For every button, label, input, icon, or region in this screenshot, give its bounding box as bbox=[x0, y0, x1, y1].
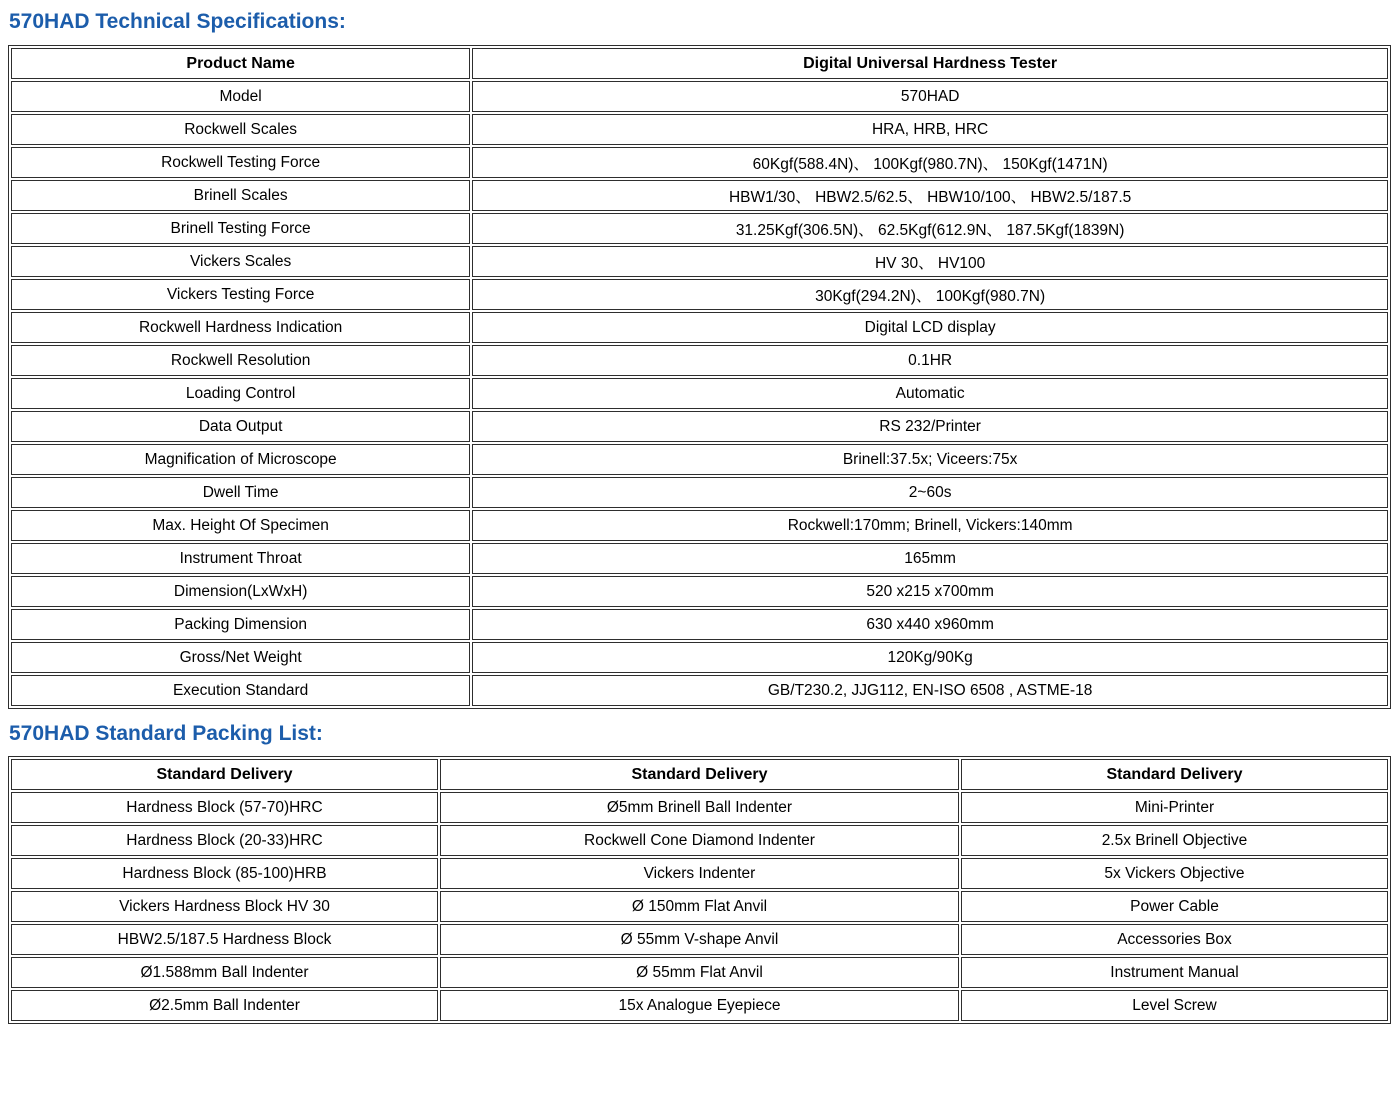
table-cell: Rockwell Hardness Indication bbox=[11, 312, 470, 343]
table-cell: Hardness Block (20-33)HRC bbox=[11, 825, 438, 856]
table-cell: 5x Vickers Objective bbox=[961, 858, 1388, 889]
table-cell: Vickers Indenter bbox=[440, 858, 959, 889]
table-cell: Brinell Scales bbox=[11, 180, 470, 211]
table-cell: HBW1/30、 HBW2.5/62.5、 HBW10/100、 HBW2.5/187.5 bbox=[472, 180, 1388, 211]
column-header-product-description: Digital Universal Hardness Tester bbox=[472, 48, 1388, 79]
table-header-row bbox=[11, 759, 1388, 790]
table-row bbox=[11, 924, 1388, 955]
table-cell: Rockwell Scales bbox=[11, 114, 470, 145]
table-cell: Vickers Testing Force bbox=[11, 279, 470, 310]
table-cell: Ø2.5mm Ball Indenter bbox=[11, 990, 438, 1021]
table-cell: Packing Dimension bbox=[11, 609, 470, 640]
table-cell: Model bbox=[11, 81, 470, 112]
table-cell: Vickers Scales bbox=[11, 246, 470, 277]
table-cell: Ø5mm Brinell Ball Indenter bbox=[440, 792, 959, 823]
table-cell: 2.5x Brinell Objective bbox=[961, 825, 1388, 856]
column-header-standard-delivery-1: Standard Delivery bbox=[11, 759, 438, 790]
table-row bbox=[11, 345, 1388, 376]
table-cell: Dimension(LxWxH) bbox=[11, 576, 470, 607]
table-row bbox=[11, 576, 1388, 607]
table-row bbox=[11, 543, 1388, 574]
table-row bbox=[11, 792, 1388, 823]
table-row bbox=[11, 477, 1388, 508]
table-cell: Instrument Manual bbox=[961, 957, 1388, 988]
table-cell: Gross/Net Weight bbox=[11, 642, 470, 673]
table-cell: 15x Analogue Eyepiece bbox=[440, 990, 959, 1021]
table-cell: Data Output bbox=[11, 411, 470, 442]
table-row bbox=[11, 114, 1388, 145]
table-cell: RS 232/Printer bbox=[472, 411, 1388, 442]
table-cell: 165mm bbox=[472, 543, 1388, 574]
column-header-product-name: Product Name bbox=[11, 48, 470, 79]
table-cell: Rockwell:170mm; Brinell, Vickers:140mm bbox=[472, 510, 1388, 541]
table-cell: Digital LCD display bbox=[472, 312, 1388, 343]
table-row bbox=[11, 675, 1388, 706]
technical-specifications-heading: 570HAD Technical Specifications: bbox=[9, 10, 346, 33]
table-row bbox=[11, 642, 1388, 673]
table-row bbox=[11, 891, 1388, 922]
packing-list-heading: 570HAD Standard Packing List: bbox=[9, 722, 323, 746]
table-row bbox=[11, 825, 1388, 856]
table-header-row bbox=[11, 48, 1388, 79]
table-row bbox=[11, 411, 1388, 442]
table-row bbox=[11, 609, 1388, 640]
table-row bbox=[11, 858, 1388, 889]
table-cell: Brinell:37.5x; Viceers:75x bbox=[472, 444, 1388, 475]
table-row bbox=[11, 510, 1388, 541]
table-cell: Ø 55mm Flat Anvil bbox=[440, 957, 959, 988]
table-cell: Rockwell Testing Force bbox=[11, 147, 470, 178]
table-cell: 570HAD bbox=[472, 81, 1388, 112]
table-cell: Ø 150mm Flat Anvil bbox=[440, 891, 959, 922]
table-cell: 520 x215 x700mm bbox=[472, 576, 1388, 607]
table-cell: Loading Control bbox=[11, 378, 470, 409]
table-cell: Hardness Block (85-100)HRB bbox=[11, 858, 438, 889]
table-cell: 0.1HR bbox=[472, 345, 1388, 376]
table-cell: Max. Height Of Specimen bbox=[11, 510, 470, 541]
table-cell: 31.25Kgf(306.5N)、 62.5Kgf(612.9N、 187.5Kgf(1839N) bbox=[472, 213, 1388, 244]
table-cell: Rockwell Cone Diamond Indenter bbox=[440, 825, 959, 856]
technical-specifications-rows bbox=[11, 81, 1388, 706]
technical-specifications-table bbox=[8, 45, 1391, 709]
table-row bbox=[11, 213, 1388, 244]
table-cell: Magnification of Microscope bbox=[11, 444, 470, 475]
table-row bbox=[11, 990, 1388, 1021]
table-row bbox=[11, 279, 1388, 310]
table-cell: HRA, HRB, HRC bbox=[472, 114, 1388, 145]
table-cell: HBW2.5/187.5 Hardness Block bbox=[11, 924, 438, 955]
table-cell: Ø1.588mm Ball Indenter bbox=[11, 957, 438, 988]
table-cell: Rockwell Resolution bbox=[11, 345, 470, 376]
table-row bbox=[11, 378, 1388, 409]
table-cell: HV 30、 HV100 bbox=[472, 246, 1388, 277]
table-cell: Mini-Printer bbox=[961, 792, 1388, 823]
column-header-standard-delivery-2: Standard Delivery bbox=[440, 759, 959, 790]
table-row bbox=[11, 81, 1388, 112]
packing-list-rows bbox=[11, 792, 1388, 1021]
table-cell: Automatic bbox=[472, 378, 1388, 409]
table-cell: 120Kg/90Kg bbox=[472, 642, 1388, 673]
table-cell: 630 x440 x960mm bbox=[472, 609, 1388, 640]
table-row bbox=[11, 957, 1388, 988]
table-cell: Power Cable bbox=[961, 891, 1388, 922]
table-cell: 30Kgf(294.2N)、 100Kgf(980.7N) bbox=[472, 279, 1388, 310]
table-cell: Brinell Testing Force bbox=[11, 213, 470, 244]
table-cell: Instrument Throat bbox=[11, 543, 470, 574]
table-cell: 60Kgf(588.4N)、 100Kgf(980.7N)、 150Kgf(1471N) bbox=[472, 147, 1388, 178]
table-cell: Hardness Block (57-70)HRC bbox=[11, 792, 438, 823]
table-row bbox=[11, 444, 1388, 475]
table-cell: Execution Standard bbox=[11, 675, 470, 706]
column-header-standard-delivery-3: Standard Delivery bbox=[961, 759, 1388, 790]
table-cell: Ø 55mm V-shape Anvil bbox=[440, 924, 959, 955]
table-row bbox=[11, 312, 1388, 343]
table-cell: Level Screw bbox=[961, 990, 1388, 1021]
table-cell: Dwell Time bbox=[11, 477, 470, 508]
table-row bbox=[11, 147, 1388, 178]
table-cell: GB/T230.2, JJG112, EN-ISO 6508 , ASTME-18 bbox=[472, 675, 1388, 706]
packing-list-table bbox=[8, 756, 1391, 1024]
table-row bbox=[11, 180, 1388, 211]
table-row bbox=[11, 246, 1388, 277]
table-cell: Accessories Box bbox=[961, 924, 1388, 955]
table-cell: 2~60s bbox=[472, 477, 1388, 508]
table-cell: Vickers Hardness Block HV 30 bbox=[11, 891, 438, 922]
